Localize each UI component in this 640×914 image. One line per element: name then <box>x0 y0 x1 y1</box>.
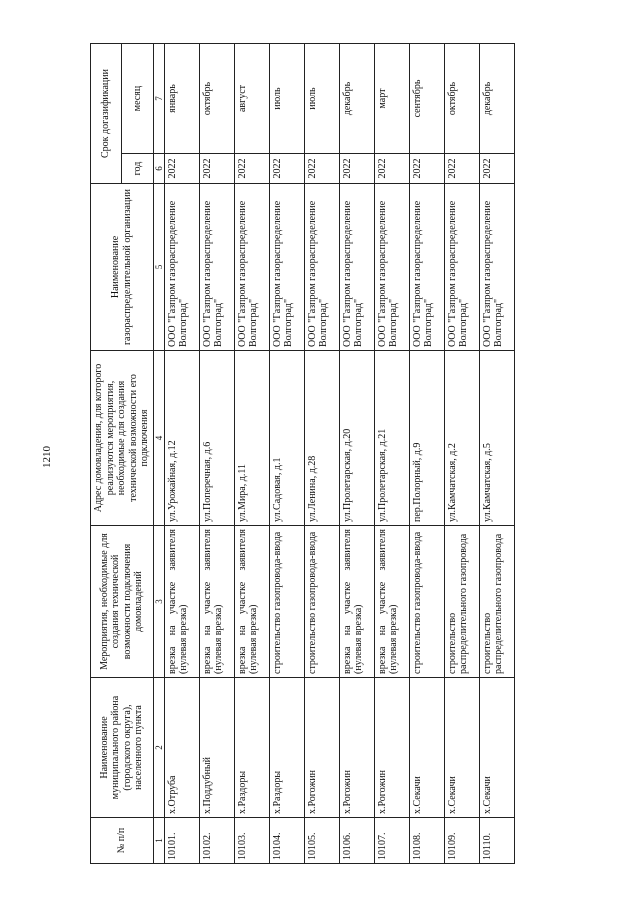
row-number: 10102. <box>199 818 234 864</box>
year-value: 2022 <box>199 154 234 184</box>
row-number: 10110. <box>479 818 514 864</box>
measure-description: строительство газопровода-ввода <box>304 526 339 678</box>
household-address: ул.Камчатская, д.2 <box>444 351 479 526</box>
row-number: 10104. <box>269 818 304 864</box>
settlement-name: х.Отруба <box>164 678 199 818</box>
year-value: 2022 <box>409 154 444 184</box>
header-col6-7: Срок догазификации <box>91 44 122 184</box>
table-row <box>269 44 304 864</box>
gas-distribution-org: ООО "Газпром газораспределение Волгоград" <box>199 184 234 351</box>
measure-description: врезка на участке заявителя (нулевая врезка) <box>164 526 199 678</box>
settlement-name: х.Рогожин <box>304 678 339 818</box>
household-address: ул.Мира, д.11 <box>234 351 269 526</box>
table-row <box>234 44 269 864</box>
header-col1: № п/п <box>91 818 154 864</box>
year-value: 2022 <box>339 154 374 184</box>
page-number-text: 1210 <box>41 446 53 468</box>
row-number: 10103. <box>234 818 269 864</box>
col-number: 5 <box>153 184 164 351</box>
year-value: 2022 <box>269 154 304 184</box>
measure-description: врезка на участке заявителя (нулевая врезка) <box>339 526 374 678</box>
table-row <box>374 44 409 864</box>
gas-distribution-org: ООО "Газпром газораспределение Волгоград" <box>304 184 339 351</box>
table-row <box>199 44 234 864</box>
measure-description: строительство газопровода-ввода <box>269 526 304 678</box>
col-number: 7 <box>153 44 164 154</box>
settlement-name: х.Поддубный <box>199 678 234 818</box>
month-value: октябрь <box>199 44 234 154</box>
month-value: декабрь <box>339 44 374 154</box>
settlement-name: х.Рогожин <box>374 678 409 818</box>
header-col6: год <box>122 154 153 184</box>
gas-distribution-org: ООО "Газпром газораспределение Волгоград" <box>164 184 199 351</box>
measure-description: врезка на участке заявителя (нулевая врезка) <box>234 526 269 678</box>
header-col5: Наименование газораспределительной организации <box>91 184 154 351</box>
measure-description: строительство распределительного газопровода <box>479 526 514 678</box>
col-number: 1 <box>153 818 164 864</box>
month-value: январь <box>164 44 199 154</box>
settlement-name: х.Секачи <box>409 678 444 818</box>
year-value: 2022 <box>374 154 409 184</box>
row-number: 10107. <box>374 818 409 864</box>
table-row <box>444 44 479 864</box>
table-body <box>164 44 514 864</box>
col-number: 6 <box>153 154 164 184</box>
month-value: июль <box>304 44 339 154</box>
settlement-name: х.Рогожин <box>339 678 374 818</box>
rotated-table <box>90 44 570 864</box>
household-address: ул.Пролетарская, д.21 <box>374 351 409 526</box>
household-address: пер.Полорный, д.9 <box>409 351 444 526</box>
col-number: 3 <box>153 526 164 678</box>
gas-distribution-org: ООО "Газпром газораспределение Волгоград" <box>234 184 269 351</box>
header-col3: Мероприятия, необходимые для создания технической возможности подключения домовладений <box>91 526 154 678</box>
settlement-name: х.Раздоры <box>269 678 304 818</box>
gas-distribution-org: ООО "Газпром газораспределение Волгоград" <box>479 184 514 351</box>
gas-distribution-org: ООО "Газпром газораспределение Волгоград" <box>409 184 444 351</box>
table-row <box>479 44 514 864</box>
household-address: ул.Урожайная, д.12 <box>164 351 199 526</box>
measure-description: строительство распределительного газопровода <box>444 526 479 678</box>
month-value: декабрь <box>479 44 514 154</box>
header-col7: месяц <box>122 44 153 154</box>
household-address: ул.Поперечная, д.6 <box>199 351 234 526</box>
settlement-name: х.Секачи <box>444 678 479 818</box>
column-number-row <box>153 44 164 864</box>
row-number: 10106. <box>339 818 374 864</box>
month-value: октябрь <box>444 44 479 154</box>
table-container <box>90 44 570 864</box>
month-value: август <box>234 44 269 154</box>
row-number: 10105. <box>304 818 339 864</box>
page-number <box>40 0 54 914</box>
month-value: июль <box>269 44 304 154</box>
gasification-table <box>90 43 515 864</box>
header-col4: Адрес домовладения, для которого реализуются мероприятия, необходимые для создания технической возможности его подключения <box>91 351 154 526</box>
measure-description: строительство газопровода-ввода <box>409 526 444 678</box>
year-value: 2022 <box>164 154 199 184</box>
gas-distribution-org: ООО "Газпром газораспределение Волгоград" <box>269 184 304 351</box>
year-value: 2022 <box>444 154 479 184</box>
month-value: март <box>374 44 409 154</box>
table-row <box>409 44 444 864</box>
col-number: 2 <box>153 678 164 818</box>
measure-description: врезка на участке заявителя (нулевая врезка) <box>199 526 234 678</box>
row-number: 10109. <box>444 818 479 864</box>
household-address: ул.Садовая, д.1 <box>269 351 304 526</box>
header-row <box>91 44 122 864</box>
year-value: 2022 <box>304 154 339 184</box>
gas-distribution-org: ООО "Газпром газораспределение Волгоград" <box>374 184 409 351</box>
table-row <box>164 44 199 864</box>
household-address: ул.Пролетарская, д.20 <box>339 351 374 526</box>
month-value: сентябрь <box>409 44 444 154</box>
gas-distribution-org: ООО "Газпром газораспределение Волгоград" <box>444 184 479 351</box>
row-number: 10108. <box>409 818 444 864</box>
row-number: 10101. <box>164 818 199 864</box>
settlement-name: х.Секачи <box>479 678 514 818</box>
table-row <box>304 44 339 864</box>
household-address: ул.Камчатская, д.5 <box>479 351 514 526</box>
year-value: 2022 <box>479 154 514 184</box>
measure-description: врезка на участке заявителя (нулевая врезка) <box>374 526 409 678</box>
household-address: ул.Ленина, д.28 <box>304 351 339 526</box>
settlement-name: х.Раздоры <box>234 678 269 818</box>
col-number: 4 <box>153 351 164 526</box>
gas-distribution-org: ООО "Газпром газораспределение Волгоград" <box>339 184 374 351</box>
header-col2: Наименование муниципального района (городского округа), населенного пункта <box>91 678 154 818</box>
table-row <box>339 44 374 864</box>
year-value: 2022 <box>234 154 269 184</box>
